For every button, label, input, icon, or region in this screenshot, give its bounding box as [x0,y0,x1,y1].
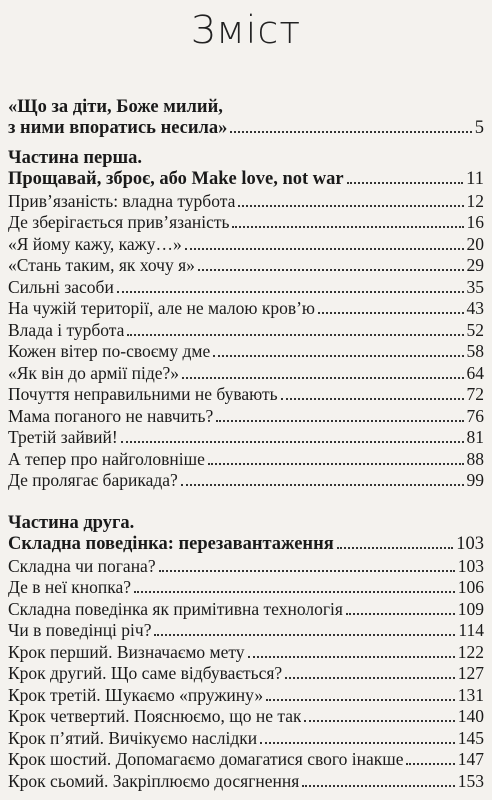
toc-entry[interactable] [8,191,484,213]
part2-subtitle[interactable] [8,534,484,556]
dot-leader [213,355,463,357]
page-number: 103 [456,534,484,554]
toc-entry-title: Крок третій. Шукаємо «пружину» [8,684,264,705]
page-number: 58 [466,341,484,361]
toc-entry[interactable] [8,620,484,642]
toc-entry-title: Крок другий. Що саме відбувається? [8,663,283,683]
toc-entry[interactable] [8,363,484,385]
part2-heading: Частина друга. [8,513,135,533]
toc-entry[interactable] [8,427,484,449]
toc-entry[interactable] [8,556,484,578]
toc-entry-title: «Стань таким, як хочу я» [8,255,195,275]
intro-title-line1: «Що за діти, Боже милий, [8,97,223,117]
page-number: 12 [466,190,484,211]
toc-entry-title: Складна чи погана? [8,555,156,576]
toc-entry-title: Мама поганого не навчить? [8,405,214,426]
toc-entry[interactable] [8,277,484,299]
dot-leader [198,269,464,271]
dot-leader [181,484,464,486]
toc-entry[interactable] [8,706,484,728]
dot-leader [127,334,463,336]
toc-entry-title: Чи в поведінці річ? [8,620,152,640]
part1-subtitle-text: Прощавай, зброє, або Make love, not war [8,169,344,189]
part2-entries [8,556,484,793]
toc-entry-title: Прив’язаність: владна турбота [8,190,236,211]
toc-entry-title: Де зберігається прив’язаність [8,212,230,232]
intro-title-line2 [8,118,484,140]
intro-entry[interactable] [8,96,484,140]
toc-entry[interactable] [8,341,484,363]
page-number: 20 [466,233,484,254]
toc-entry[interactable] [8,771,484,793]
page-number: 127 [457,663,484,683]
intro-title-text: з ними впоратись несила» [8,118,228,138]
toc-entry-title: На чужій території, але не малою кров’ю [8,298,315,318]
page-number: 88 [466,448,484,469]
toc-entry-title: Складна поведінка як примітивна технологія [8,598,343,619]
toc-entry-title: Крок шостий. Допомагаємо домагатися свого інакше [8,749,404,769]
page-title: Зміст [190,8,302,52]
page-number: 103 [457,555,484,576]
page-number: 29 [466,255,484,275]
page-number: 72 [466,384,484,404]
toc-entry-title: Влада і турбота [8,319,125,340]
part1-heading: Частина перша. [8,148,142,168]
page-number: 35 [466,276,484,297]
toc-entry[interactable] [8,406,484,428]
toc-entry[interactable] [8,599,484,621]
dot-leader [185,248,464,250]
page-number: 131 [457,684,484,705]
toc-entry[interactable] [8,234,484,256]
dot-leader [154,634,455,636]
page-number: 52 [466,319,484,340]
dot-leader [347,182,464,184]
dot-leader [406,763,454,765]
toc-entry[interactable] [8,212,484,234]
page-number: 16 [466,212,484,232]
page-number: 140 [457,706,484,726]
page-number: 109 [457,598,484,619]
dot-leader [281,398,464,400]
dot-leader [318,312,464,314]
dot-leader [232,226,463,228]
page-number: 99 [466,470,484,490]
toc-entry-title: Де в неї кнопка? [8,577,132,597]
toc-entry-title: А тепер про найголовніше [8,448,205,469]
part1-subtitle[interactable] [8,169,484,191]
page-number: 5 [474,118,484,138]
toc-entry[interactable] [8,663,484,685]
dot-leader [266,699,455,701]
toc-entry-title: Почуття неправильними не бувають [8,384,278,404]
toc-entry[interactable] [8,298,484,320]
toc-entry-title: Кожен вітер по-своєму дме [8,341,211,361]
toc-entry[interactable] [8,642,484,664]
toc-entry-title: Сильні засоби [8,276,114,297]
dot-leader [238,205,463,207]
dot-leader [216,420,463,422]
part2-section [8,512,484,792]
toc-entry-title: Третій зайвий! [8,427,118,447]
toc-entry[interactable] [8,320,484,342]
toc-entry-title: Крок сьомий. Закріплюємо досягнення [8,770,300,791]
toc-entry[interactable] [8,384,484,406]
page-number: 64 [466,362,484,383]
dot-leader [285,677,455,679]
page-number: 76 [466,405,484,426]
toc-entry-title: Крок четвертий. Пояснюємо, що не так [8,706,302,726]
part1-section [8,147,484,492]
toc-entry-title: Де пролягає барикада? [8,470,178,490]
dot-leader [302,785,454,787]
toc-entry[interactable] [8,255,484,277]
dot-leader [346,613,455,615]
page-number: 145 [457,727,484,748]
dot-leader [337,547,454,549]
dot-leader [260,742,455,744]
toc-entry[interactable] [8,577,484,599]
dot-leader [230,131,471,133]
page-number: 106 [457,577,484,597]
dot-leader [134,591,455,593]
dot-leader [208,463,464,465]
page-number: 153 [457,770,484,791]
toc-entry[interactable] [8,470,484,492]
page-number: 11 [466,169,484,189]
toc-entry[interactable] [8,685,484,707]
page-number: 122 [457,641,484,662]
dot-leader [182,377,463,379]
dot-leader [248,656,455,658]
toc-entry-title: Крок п’ятий. Вичікуємо наслідки [8,727,258,748]
toc-entry[interactable] [8,728,484,750]
dot-leader [304,720,454,722]
toc-entry-title: «Я йому кажу, кажу…» [8,233,182,254]
dot-leader [117,291,464,293]
toc-entry[interactable] [8,449,484,471]
part2-subtitle-text: Складна поведінка: перезавантаження [8,534,334,554]
page-number: 147 [457,749,484,769]
page-number: 114 [458,620,484,640]
page-number: 81 [466,427,484,447]
toc-entry-title: «Як він до армії піде?» [8,362,180,383]
dot-leader [159,570,455,572]
page-number: 43 [466,298,484,318]
dot-leader [121,441,464,443]
part1-entries [8,191,484,492]
toc-entry[interactable] [8,749,484,771]
toc-entry-title: Крок перший. Визначаємо мету [8,641,245,662]
